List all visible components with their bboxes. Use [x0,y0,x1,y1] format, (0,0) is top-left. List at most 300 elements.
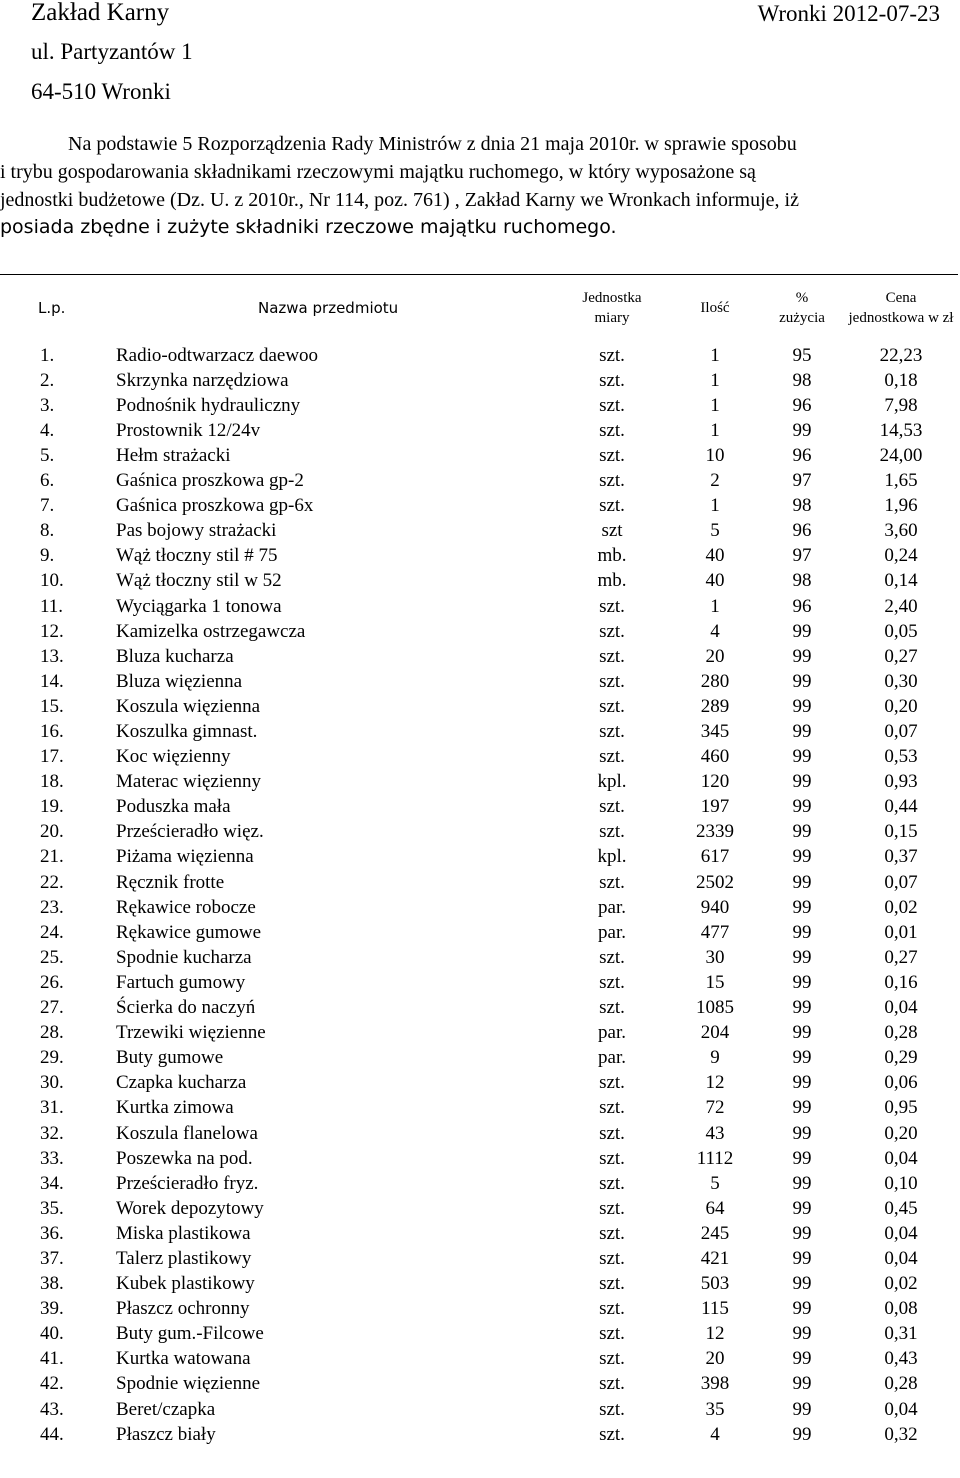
cell-pct: 96 [792,444,812,466]
table-row [0,341,958,366]
cell-unit: szt. [599,595,625,617]
cell-unit: par. [598,1022,626,1044]
cell-unit: szt. [599,1197,625,1219]
cell-lp: 26. [40,971,64,993]
cell-unit: szt. [599,1222,625,1244]
cell-name: Wąż tłoczny stil # 75 [116,545,278,567]
cell-qty: 460 [700,746,730,768]
intro-line-1: Na podstawie 5 Rozporządzenia Rady Ministrów z dnia 21 maja 2010r. w sprawie sposobu [68,133,797,155]
table-row [0,366,958,391]
cell-price: 0,08 [884,1298,918,1320]
intro-line-2: i trybu gospodarowania składnikami rzeczowymi majątku ruchomego, w który wyposażone są [0,161,756,183]
cell-price: 0,04 [884,1247,918,1269]
cell-pct: 99 [792,1047,812,1069]
cell-qty: 503 [700,1273,730,1295]
table-row [0,1018,958,1043]
cell-lp: 20. [40,821,64,843]
cell-pct: 99 [792,1423,812,1445]
cell-pct: 99 [792,997,812,1019]
cell-unit: par. [598,896,626,918]
cell-qty: 12 [705,1072,725,1094]
cell-name: Worek depozytowy [116,1197,264,1219]
document-date: Wronki 2012-07-23 [757,1,940,26]
table-row [0,667,958,692]
cell-lp: 19. [40,796,64,818]
table-row [0,516,958,541]
cell-qty: 289 [700,695,730,717]
cell-unit: szt. [599,495,625,517]
table-row [0,1294,958,1319]
cell-name: Podnośnik hydrauliczny [116,394,301,416]
cell-unit: szt. [599,620,625,642]
cell-price: 0,53 [884,746,918,768]
cell-unit: szt. [599,1097,625,1119]
cell-name: Poszewka na pod. [116,1147,253,1169]
cell-lp: 11. [40,595,64,617]
cell-price: 3,60 [884,520,918,542]
cell-name: Bluza kucharza [116,645,234,667]
intro-line-3: jednostki budżetowe (Dz. U. z 2010r., Nr 114, poz. 761) , Zakład Karny we Wronkach informuje, iż [0,189,799,211]
cell-qty: 2 [710,470,720,492]
cell-price: 0,01 [884,921,918,943]
cell-qty: 1 [710,495,720,517]
cell-price: 0,02 [884,896,918,918]
cell-qty: 940 [700,896,730,918]
header-price: Cena jednostkowa w zł [848,289,954,326]
cell-unit: par. [598,921,626,943]
table-row [0,1269,958,1294]
cell-qty: 5 [710,520,720,542]
cell-unit: szt. [599,1273,625,1295]
cell-name: Miska plastikowa [116,1222,251,1244]
cell-name: Prostownik 12/24v [116,419,261,441]
cell-pct: 99 [792,796,812,818]
cell-qty: 15 [705,971,725,993]
cell-name: Radio-odtwarzacz daewoo [116,344,319,366]
cell-lp: 6. [40,470,55,492]
cell-lp: 1. [40,344,55,366]
cell-name: Piżama więzienna [116,846,254,868]
table-row [0,441,958,466]
cell-qty: 345 [700,721,730,742]
cell-name: Kurtka watowana [116,1348,251,1370]
cell-qty: 477 [700,921,730,943]
cell-name: Beret/czapka [116,1398,216,1420]
cell-price: 0,06 [884,1072,918,1094]
cell-name: Spodnie kucharza [116,946,252,968]
cell-pct: 99 [792,1348,812,1370]
cell-lp: 3. [40,394,55,416]
cell-lp: 8. [40,520,55,542]
cell-pct: 99 [792,1298,812,1320]
cell-pct: 95 [792,344,812,366]
cell-pct: 99 [792,1247,812,1269]
header-name: Nazwa przedmiotu [258,298,399,317]
cell-unit: szt. [599,1348,625,1370]
organization-name: Zakład Karny [31,0,170,26]
cell-qty: 20 [705,645,725,667]
cell-name: Buty gum.-Filcowe [116,1323,264,1345]
cell-qty: 204 [700,1022,730,1044]
cell-lp: 30. [40,1072,64,1094]
cell-pct: 96 [792,520,812,542]
table-row [0,466,958,491]
table-row [0,1244,958,1269]
cell-pct: 98 [792,369,812,391]
cell-qty: 9 [710,1047,720,1069]
cell-price: 1,65 [884,470,918,492]
cell-price: 0,28 [884,1373,918,1395]
cell-qty: 30 [705,946,725,968]
table-row [0,943,958,968]
cell-unit: szt. [599,1122,625,1144]
cell-price: 0,20 [884,695,918,717]
cell-pct: 99 [792,821,812,843]
cell-name: Trzewiki więzienne [116,1022,266,1044]
cell-pct: 98 [792,570,812,592]
table-row [0,1118,958,1143]
cell-lp: 32. [40,1122,64,1144]
cell-price: 0,07 [884,871,918,893]
table-row [0,1194,958,1219]
cell-lp: 13. [40,645,64,667]
table-row [0,918,958,943]
cell-lp: 44. [40,1423,64,1445]
table-row [0,1144,958,1169]
cell-pct: 99 [792,896,812,918]
cell-price: 0,24 [884,545,918,567]
cell-unit: kpl. [597,846,627,868]
cell-name: Buty gumowe [116,1047,224,1069]
cell-pct: 99 [792,1222,812,1244]
table-header-row [0,275,958,341]
cell-price: 7,98 [884,394,918,416]
cell-price: 0,14 [884,570,918,592]
cell-lp: 37. [40,1247,64,1269]
cell-price: 0,18 [884,369,918,391]
cell-lp: 42. [40,1373,64,1395]
cell-price: 24,00 [879,444,923,466]
cell-qty: 40 [705,545,725,567]
cell-name: Kubek plastikowy [116,1273,255,1295]
cell-pct: 99 [792,1122,812,1144]
cell-qty: 2502 [696,871,734,893]
table-row [0,1043,958,1068]
table-row [0,867,958,892]
cell-name: Wąż tłoczny stil w 52 [116,570,282,592]
cell-lp: 2. [40,369,55,391]
table-row [0,541,958,566]
cell-pct: 99 [792,620,812,642]
cell-pct: 99 [792,971,812,993]
cell-name: Koszula więzienna [116,695,261,717]
cell-price: 0,31 [884,1323,918,1345]
cell-lp: 40. [40,1323,64,1345]
cell-lp: 41. [40,1348,64,1370]
cell-name: Wyciągarka 1 tonowa [116,595,282,617]
header-qty: Ilość [700,299,730,316]
cell-name: Materac więzienny [116,771,262,793]
cell-lp: 14. [40,670,64,692]
cell-lp: 18. [40,771,64,793]
cell-price: 0,04 [884,1398,918,1420]
cell-qty: 1 [710,394,720,416]
cell-lp: 36. [40,1222,64,1244]
cell-price: 0,45 [884,1197,918,1219]
cell-unit: par. [598,1047,626,1069]
cell-price: 0,29 [884,1047,918,1069]
table-row [0,591,958,616]
cell-price: 0,20 [884,1122,918,1144]
cell-pct: 99 [792,771,812,793]
cell-qty: 398 [700,1373,730,1395]
cell-unit: szt. [599,394,625,416]
cell-price: 0,04 [884,1147,918,1169]
cell-unit: mb. [597,570,627,592]
cell-qty: 1085 [696,997,734,1019]
cell-pct: 97 [792,470,812,492]
cell-price: 14,53 [879,419,923,441]
cell-name: Rękawice gumowe [116,921,262,943]
cell-pct: 99 [792,921,812,943]
cell-unit: szt [601,520,623,542]
cell-pct: 98 [792,495,812,517]
table-row [0,391,958,416]
cell-name: Spodnie więzienne [116,1373,261,1395]
cell-unit: szt. [599,419,625,441]
cell-name: Poduszka mała [116,796,231,818]
cell-pct: 97 [792,545,812,567]
cell-lp: 4. [40,419,55,441]
table-row [0,792,958,817]
cell-pct: 99 [792,695,812,717]
cell-qty: 197 [700,796,730,818]
cell-qty: 64 [705,1197,725,1219]
cell-name: Płaszcz biały [116,1423,216,1445]
cell-name: Czapka kucharza [116,1072,247,1094]
table-row [0,993,958,1018]
cell-name: Talerz plastikowy [116,1247,252,1269]
address-street: ul. Partyzantów 1 [31,39,193,64]
cell-price: 22,23 [879,344,923,366]
table-row [0,842,958,867]
cell-lp: 15. [40,695,64,717]
cell-price: 2,40 [884,595,918,617]
cell-name: Skrzynka narzędziowa [116,369,289,391]
cell-name: Ścierka do naczyń [116,997,256,1019]
cell-pct: 99 [792,1197,812,1219]
table-row [0,968,958,993]
cell-price: 1,96 [884,495,918,517]
cell-unit: szt. [599,821,625,843]
cell-name: Płaszcz ochronny [116,1298,250,1320]
cell-unit: szt. [599,721,625,742]
table-row [0,566,958,591]
cell-unit: szt. [599,796,625,818]
cell-qty: 421 [700,1247,730,1269]
cell-name: Gaśnica proszkowa gp-6x [116,495,314,517]
cell-pct: 99 [792,1373,812,1395]
cell-lp: 10. [40,570,64,592]
cell-lp: 7. [40,495,55,517]
address-city: 64-510 Wronki [31,79,171,104]
cell-unit: szt. [599,695,625,717]
cell-price: 0,15 [884,821,918,843]
cell-name: Prześcieradło fryz. [116,1172,259,1194]
cell-qty: 120 [700,771,730,793]
cell-unit: szt. [599,997,625,1019]
cell-unit: szt. [599,746,625,768]
cell-unit: szt. [599,1172,625,1194]
cell-pct: 99 [792,1147,812,1169]
cell-qty: 1 [710,369,720,391]
cell-lp: 25. [40,946,64,968]
cell-unit: szt. [599,369,625,391]
cell-unit: szt. [599,1373,625,1395]
cell-unit: szt. [599,1147,625,1169]
cell-lp: 9. [40,545,55,567]
cell-price: 0,37 [884,846,918,868]
cell-qty: 12 [705,1323,725,1345]
cell-name: Rękawice robocze [116,896,256,918]
cell-qty: 1112 [696,1147,734,1169]
cell-unit: szt. [599,1398,625,1420]
table-row [0,642,958,667]
cell-lp: 12. [40,620,64,642]
cell-pct: 99 [792,419,812,441]
cell-price: 0,04 [884,1222,918,1244]
items-table [0,274,958,1445]
cell-lp: 5. [40,444,55,466]
cell-pct: 99 [792,746,812,768]
cell-pct: 99 [792,1097,812,1119]
cell-unit: szt. [599,470,625,492]
cell-pct: 99 [792,871,812,893]
cell-qty: 43 [705,1122,725,1144]
cell-price: 0,32 [884,1423,918,1445]
cell-unit: szt. [599,871,625,893]
cell-lp: 28. [40,1022,64,1044]
cell-name: Koc więzienny [116,746,231,768]
cell-name: Prześcieradło więz. [116,821,264,843]
cell-unit: szt. [599,444,625,466]
table-body [0,341,958,1445]
cell-qty: 245 [700,1222,730,1244]
cell-name: Ręcznik frotte [116,871,225,893]
cell-qty: 40 [705,570,725,592]
cell-lp: 35. [40,1197,64,1219]
cell-pct: 99 [792,1022,812,1044]
cell-price: 0,30 [884,670,918,692]
cell-price: 0,28 [884,1022,918,1044]
cell-qty: 1 [710,344,720,366]
cell-lp: 22. [40,871,64,893]
cell-name: Pas bojowy strażacki [116,520,277,542]
cell-qty: 2339 [696,821,734,843]
table-row [0,1319,958,1344]
cell-lp: 29. [40,1047,64,1069]
cell-unit: szt. [599,1072,625,1094]
table-row [0,1219,958,1244]
cell-qty: 4 [710,1423,720,1445]
table-row [0,1344,958,1369]
table-row [0,893,958,918]
table-row [0,617,958,642]
cell-unit: szt. [599,946,625,968]
table-row [0,1068,958,1093]
cell-name: Bluza więzienna [116,670,243,692]
cell-unit: kpl. [597,771,627,793]
cell-qty: 280 [700,670,730,692]
header-pct: % zużycia [779,289,825,326]
table-row [0,1369,958,1394]
cell-pct: 99 [792,670,812,692]
table-row [0,717,958,742]
cell-pct: 99 [792,1273,812,1295]
cell-lp: 39. [40,1298,64,1320]
cell-unit: szt. [599,670,625,692]
cell-price: 0,07 [884,721,918,742]
cell-name: Fartuch gumowy [116,971,246,993]
cell-lp: 24. [40,921,64,943]
cell-pct: 96 [792,595,812,617]
cell-name: Kamizelka ostrzegawcza [116,620,306,642]
cell-lp: 38. [40,1273,64,1295]
cell-pct: 99 [792,1172,812,1194]
cell-lp: 27. [40,997,64,1019]
table-row [0,742,958,767]
cell-qty: 10 [705,444,725,466]
cell-lp: 17. [40,746,64,768]
intro-line-4: posiada zbędne i zużyte składniki rzeczowe majątku ruchomego. [0,216,617,238]
cell-unit: szt. [599,971,625,993]
cell-pct: 99 [792,1323,812,1345]
cell-lp: 34. [40,1172,64,1194]
cell-lp: 43. [40,1398,64,1420]
cell-price: 0,04 [884,997,918,1019]
table-row [0,491,958,516]
table-row [0,1420,958,1445]
table-row [0,817,958,842]
cell-pct: 99 [792,1398,812,1420]
cell-price: 0,95 [884,1097,918,1119]
table-row [0,1169,958,1194]
cell-lp: 33. [40,1147,64,1169]
cell-qty: 72 [705,1097,725,1119]
cell-price: 0,02 [884,1273,918,1295]
cell-qty: 1 [710,419,720,441]
cell-pct: 99 [792,721,812,742]
cell-unit: mb. [597,545,627,567]
cell-qty: 115 [701,1298,729,1320]
table-row [0,1394,958,1419]
cell-pct: 99 [792,846,812,868]
cell-unit: szt. [599,1323,625,1345]
cell-qty: 35 [705,1398,725,1420]
cell-name: Koszulka gimnast. [116,721,258,742]
cell-unit: szt. [599,344,625,366]
cell-price: 0,93 [884,771,918,793]
cell-price: 0,27 [884,946,918,968]
cell-unit: szt. [599,1298,625,1320]
cell-qty: 20 [705,1348,725,1370]
cell-name: Gaśnica proszkowa gp-2 [116,470,304,492]
table-row [0,416,958,441]
table-row [0,692,958,717]
cell-price: 0,43 [884,1348,918,1370]
cell-lp: 21. [40,846,64,868]
table-row [0,1093,958,1118]
